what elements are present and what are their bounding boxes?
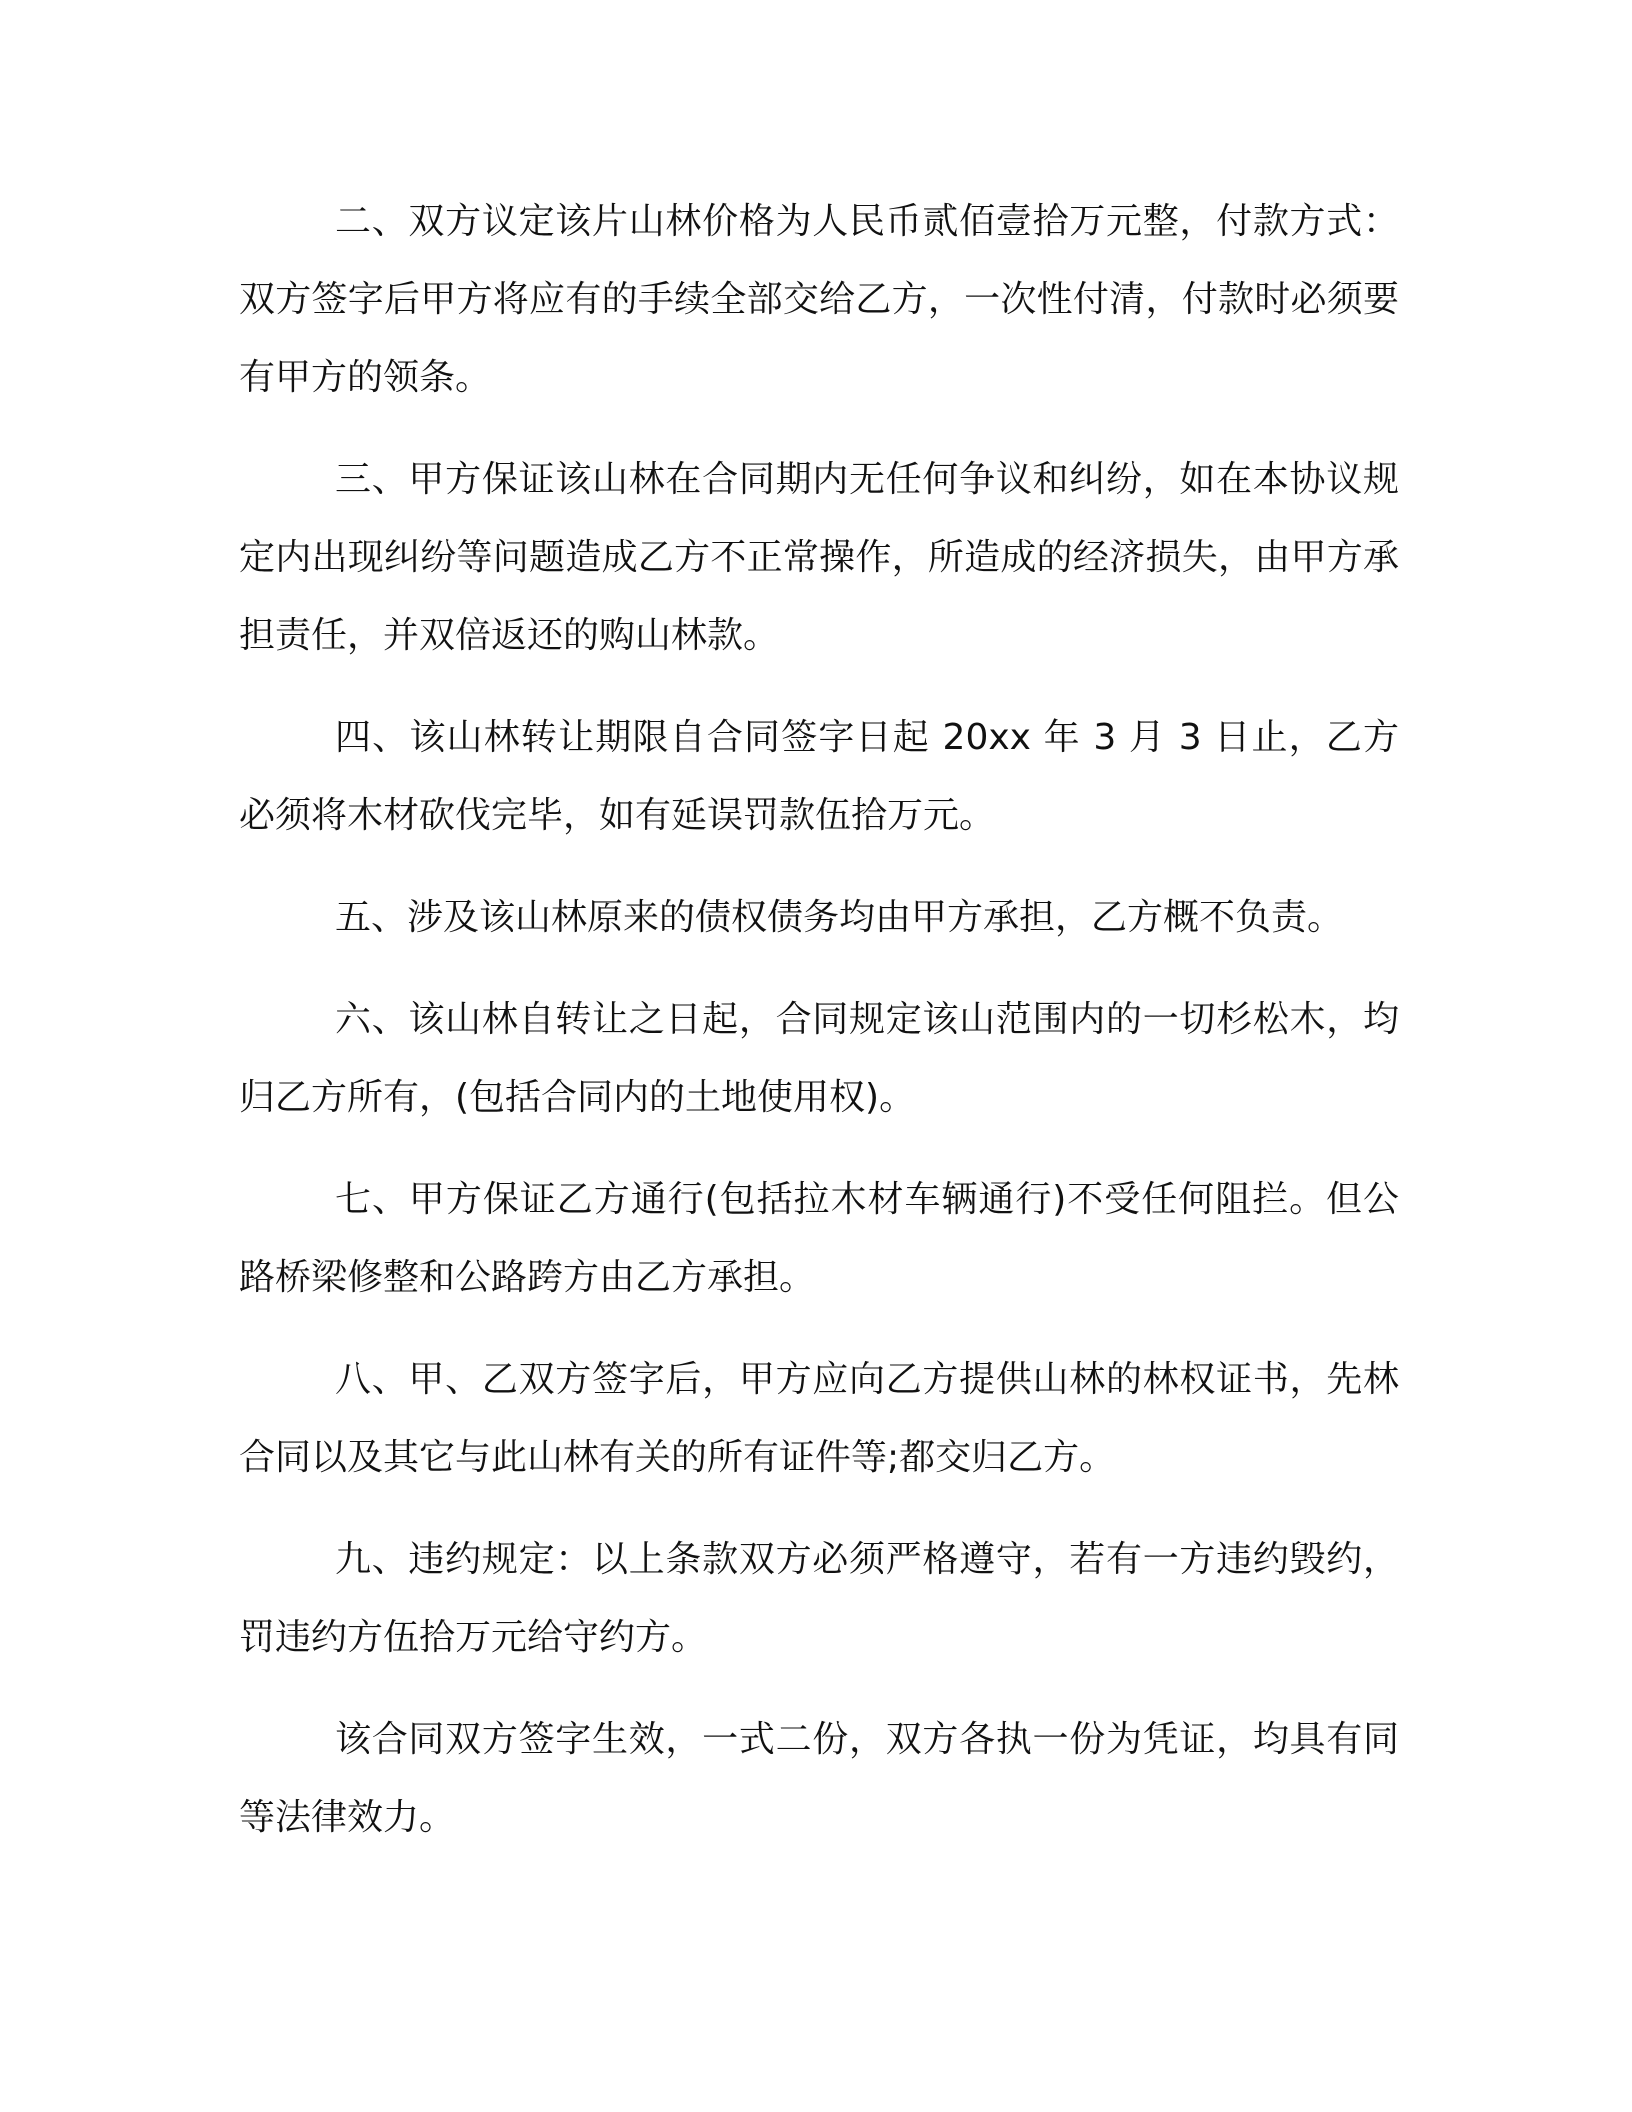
closing-paragraph: 该合同双方签字生效，一式二份，双方各执一份为凭证，均具有同等法律效力。: [239, 1719, 1399, 1838]
clause-9-paragraph: 九、违约规定：以上条款双方必须严格遵守，若有一方违约毁约，罚违约方伍拾万元给守约方。: [239, 1539, 1399, 1658]
document-body: [239, 183, 1399, 1881]
clause-4-paragraph: 四、该山林转让期限自合同签字日起 20xx 年 3 月 3 日止，乙方必须将木材砍伐完毕，如有延误罚款伍拾万元。: [239, 717, 1399, 836]
clause-7-paragraph: 七、甲方保证乙方通行(包括拉木材车辆通行)不受任何阻拦。但公路桥梁修整和公路跨方由乙方承担。: [239, 1179, 1399, 1298]
clause-3-paragraph: 三、甲方保证该山林在合同期内无任何争议和纠纷，如在本协议规定内出现纠纷等问题造成乙方不正常操作，所造成的经济损失，由甲方承担责任，并双倍返还的购山林款。: [239, 459, 1399, 656]
clause-5-paragraph: 五、涉及该山林原来的债权债务均由甲方承担，乙方概不负责。: [335, 897, 1344, 938]
clause-6-paragraph: 六、该山林自转让之日起，合同规定该山范围内的一切杉松木，均归乙方所有，(包括合同内的土地使用权)。: [239, 999, 1399, 1118]
clause-2-paragraph: 二、双方议定该片山林价格为人民币贰佰壹拾万元整，付款方式：双方签字后甲方将应有的手续全部交给乙方，一次性付清，付款时必须要有甲方的领条。: [239, 201, 1399, 398]
clause-8-paragraph: 八、甲、乙双方签字后，甲方应向乙方提供山林的林权证书，先林合同以及其它与此山林有关的所有证件等;都交归乙方。: [239, 1359, 1399, 1478]
